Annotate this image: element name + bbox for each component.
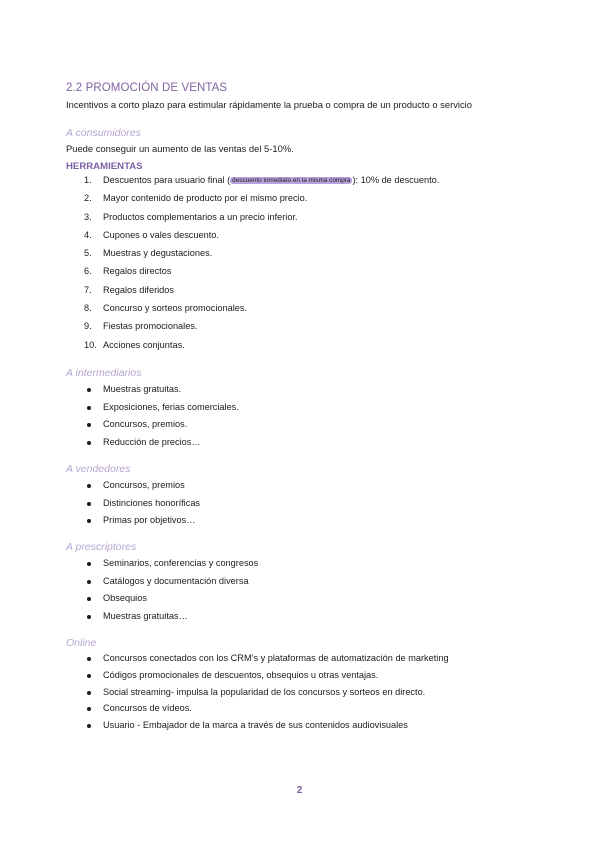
item-text: Códigos promocionales de descuentos, obsequios u otras ventajas. — [103, 669, 379, 680]
bullet-icon — [87, 580, 91, 584]
item-text: Seminarios, conferencias y congresos — [103, 558, 259, 568]
bullet-icon — [87, 441, 91, 445]
item-text: Acciones conjuntas. — [103, 339, 185, 350]
bullet-icon — [87, 406, 91, 410]
item-number: 1. — [84, 175, 92, 185]
item-text: Concursos conectados con los CRM’s y plataformas de automatización de marketing — [103, 653, 449, 663]
item-text: Usuario - Embajador de la marca a través de sus contenidos audiovisuales — [103, 720, 408, 731]
item-text: Reducción de precios… — [103, 437, 201, 448]
item-text: Concursos, premios. — [103, 419, 188, 430]
item-text: Cupones o vales descuento. — [103, 229, 219, 240]
item-number: 10. — [84, 339, 97, 350]
heading-prescriptores: A prescriptores — [66, 541, 137, 553]
bullet-icon — [87, 484, 91, 488]
herramientas-heading: HERRAMIENTAS — [66, 161, 143, 172]
item-number: 5. — [84, 248, 92, 259]
bullet-icon — [87, 657, 91, 661]
item-text: Muestras y degustaciones. — [103, 248, 213, 259]
bullet-icon — [87, 597, 91, 601]
bullet-icon — [87, 707, 91, 711]
item-text: Obsequios — [103, 593, 147, 604]
consumidores-intro: Puede conseguir un aumento de las ventas del 5-10%. — [66, 143, 294, 154]
bullet-icon — [87, 423, 91, 427]
bullet-icon — [87, 615, 91, 619]
item-text — [103, 175, 439, 185]
bullet-icon — [87, 502, 91, 506]
item-text: Exposiciones, ferias comerciales. — [103, 401, 239, 412]
item-text: Fiestas promocionales. — [103, 321, 198, 332]
item-text: Productos complementarios a un precio inferior. — [103, 211, 298, 222]
bullet-icon — [87, 691, 91, 695]
bullet-icon — [87, 388, 91, 392]
heading-intermediarios: A intermediarios — [66, 367, 142, 379]
heading-vendedores: A vendedores — [66, 463, 131, 475]
item-text: Catálogos y documentación diversa — [103, 575, 249, 586]
item-number: 8. — [84, 303, 92, 314]
heading-consumidores: A consumidores — [66, 127, 141, 139]
bullet-icon — [87, 674, 91, 678]
item-text: Regalos diferidos — [103, 284, 174, 295]
item-number: 3. — [84, 211, 92, 222]
page-number: 2 — [296, 785, 303, 796]
item-text: Mayor contenido de producto por el mismo precio. — [103, 193, 308, 204]
item-text: Muestras gratuitas… — [103, 611, 188, 622]
item-number: 6. — [84, 266, 92, 277]
item-number: 9. — [84, 321, 92, 332]
highlighted-note: descuento inmediato en la misma compra — [232, 177, 351, 184]
item-text: Primas por objetivos… — [103, 515, 196, 526]
section-subtitle: Incentivos a corto plazo para estimular rápidamente la prueba o compra de un producto o servicio — [66, 99, 472, 110]
item-text: Concursos de vídeos. — [103, 703, 192, 714]
item-text: Regalos directos — [103, 266, 172, 277]
bullet-icon — [87, 724, 91, 728]
heading-online: Online — [66, 637, 97, 649]
item-text-end: ): 10% de descuento. — [352, 175, 440, 185]
item-number: 4. — [84, 229, 92, 240]
item-text: Concurso y sorteos promocionales. — [103, 303, 248, 314]
bullet-icon — [87, 519, 91, 523]
item-text: Concursos, premios — [103, 480, 185, 490]
item-number: 7. — [84, 284, 92, 295]
item-text-start: Descuentos para usuario final ( — [103, 175, 231, 185]
item-text: Distinciones honoríficas — [103, 497, 201, 508]
item-text: Social streaming- impulsa la popularidad de los concursos y sorteos en directo. — [103, 686, 426, 697]
section-title: 2.2 PROMOCIÓN DE VENTAS — [66, 82, 228, 94]
bullet-icon — [87, 562, 91, 566]
item-number: 2. — [84, 193, 92, 204]
item-text: Muestras gratuitas. — [103, 384, 182, 394]
